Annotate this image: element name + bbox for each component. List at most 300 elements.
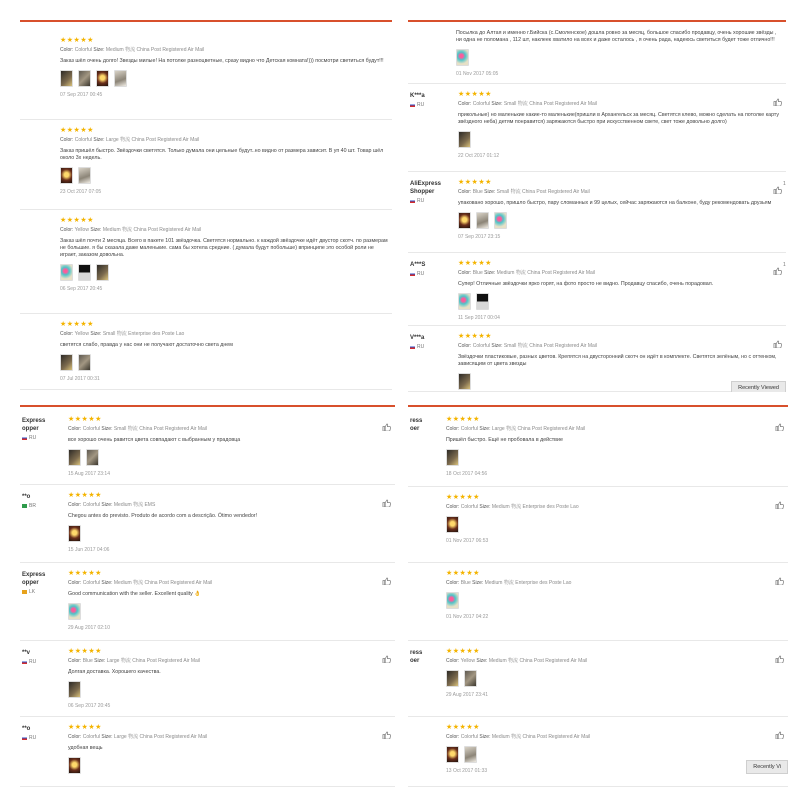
review-photo[interactable]	[446, 746, 459, 763]
country-flag-icon	[22, 590, 27, 594]
star-rating: ★★★★★	[60, 127, 94, 134]
reviewer-name[interactable]: Express opper	[22, 418, 46, 432]
shipping-label: 物流	[128, 734, 139, 740]
review-photo[interactable]	[78, 70, 91, 87]
star-rating: ★★★★★	[60, 37, 94, 44]
color-label: Color:	[60, 227, 74, 233]
review-body	[60, 37, 388, 98]
color-value: Blue	[472, 189, 483, 195]
review-date: 18 Oct 2017 04:56	[446, 471, 488, 477]
reviewer-info	[22, 417, 54, 441]
review-photo[interactable]	[446, 592, 459, 609]
reviewer-country	[22, 589, 54, 595]
reviewer-country	[22, 503, 54, 509]
review-photo[interactable]	[464, 746, 477, 763]
shipping-method: China Post Registered Air Mail	[517, 426, 586, 432]
review-body	[68, 648, 389, 709]
size-value: Large	[491, 426, 505, 432]
review-item	[20, 30, 392, 120]
review-date: 23 Oct 2017 07:05	[60, 189, 102, 195]
helpful-button[interactable]	[775, 650, 784, 658]
review-text: Пришёл быстро. Ещё не пробовала в действие	[446, 437, 563, 443]
helpful-button[interactable]	[382, 650, 391, 658]
helpful-count: 1	[783, 262, 786, 268]
recently-viewed-button[interactable]: Recently Viewed	[731, 381, 786, 392]
star-rating: ★★★★★	[446, 494, 480, 501]
size-label: Size:	[90, 331, 102, 337]
review-text: Долгая доставка. Хорошего качества.	[68, 669, 161, 675]
thumb-up-icon[interactable]	[775, 423, 784, 431]
reviewer-info	[410, 180, 442, 204]
review-photo[interactable]	[78, 264, 91, 281]
review-text: Заказ пришёл быстро. Звёздочки светятся. Только думала они цельные будут..но видно от размера зависит. В уп 40 шт. Товар шёл около 3х недель.	[60, 148, 384, 161]
shipping-label: 物流	[511, 504, 522, 510]
helpful-button[interactable]	[382, 418, 391, 426]
star-rating: ★★★★★	[60, 321, 94, 328]
reviewer-name[interactable]: V***a	[410, 335, 425, 341]
reviewer-info	[410, 649, 442, 665]
reviewer-name[interactable]: ress oer	[410, 650, 423, 664]
shipping-method: Enterprise des Poste Lao	[515, 580, 572, 586]
size-value: Medium	[491, 734, 510, 740]
review-date: 01 Nov 2017 05:05	[456, 71, 499, 77]
reviewer-info	[22, 571, 54, 595]
order-info	[60, 137, 388, 144]
review-panel-top-right	[408, 20, 786, 392]
helpful-button[interactable]	[775, 418, 784, 426]
review-photo[interactable]	[464, 670, 477, 687]
size-label: Size:	[484, 189, 496, 195]
color-value: Colorful	[460, 504, 478, 510]
review-photo[interactable]	[458, 373, 471, 390]
shipping-label: 物流	[517, 343, 528, 349]
reviewer-country	[410, 344, 442, 350]
reviewer-country	[410, 271, 442, 277]
review-photos	[60, 354, 388, 371]
shipping-method: China Post Registered Air Mail	[519, 658, 588, 664]
review-item	[20, 563, 395, 641]
review-photo[interactable]	[458, 293, 471, 310]
country-code: RU	[29, 735, 37, 741]
country-code: BR	[29, 503, 36, 509]
country-code: RU	[29, 435, 37, 441]
shipping-method: China Post Registered Air Mail	[139, 734, 208, 740]
helpful-button[interactable]	[775, 496, 784, 504]
review-body	[60, 127, 388, 195]
thumb-up-icon[interactable]	[775, 731, 784, 739]
color-value: Yellow	[74, 331, 89, 337]
shipping-method: China Post Registered Air Mail	[136, 47, 205, 53]
review-photos	[458, 212, 780, 229]
shipping-label: 物流	[116, 331, 127, 337]
country-flag-icon	[410, 272, 415, 276]
review-text: Chegou antes do previsto. Produto de acordo com a descrição. Ótimo vendedor!	[68, 513, 258, 519]
shipping-label: 物流	[133, 580, 144, 586]
review-photo[interactable]	[446, 516, 459, 533]
review-date: 07 Sep 2017 23:15	[458, 234, 501, 240]
review-photo[interactable]	[476, 293, 489, 310]
shipping-method: China Post Registered Air Mail	[139, 426, 207, 432]
order-info	[68, 502, 389, 509]
size-value: Medium	[113, 580, 132, 586]
review-item	[20, 210, 392, 314]
thumb-up-icon[interactable]	[773, 98, 782, 106]
order-info	[60, 227, 388, 234]
review-item	[20, 485, 395, 563]
country-flag-icon	[22, 504, 27, 508]
review-text: все хорошо очень равится цвета совпадают с выбранным у прадовца	[68, 437, 241, 443]
review-item	[408, 84, 786, 172]
review-item	[408, 326, 786, 392]
review-photo[interactable]	[78, 354, 91, 371]
review-photos	[446, 592, 782, 609]
review-photo[interactable]	[68, 757, 81, 774]
size-value: Large	[113, 734, 127, 740]
shipping-label: 物流	[125, 47, 136, 53]
review-photo[interactable]	[68, 603, 81, 620]
review-date: 15 Aug 2017 23:14	[68, 471, 110, 477]
thumb-up-icon[interactable]	[775, 577, 784, 585]
shipping-method: China Post Registered Air Mail	[529, 101, 597, 107]
shipping-label: 物流	[506, 426, 517, 432]
color-label: Color:	[446, 426, 460, 432]
thumb-up-icon[interactable]	[773, 267, 782, 275]
thumb-up-icon[interactable]	[773, 340, 782, 348]
review-text: удобная вещь	[68, 745, 103, 751]
order-info	[458, 343, 780, 350]
shipping-method: China Post Registered Air Mail	[522, 734, 591, 740]
shipping-method: China Post Registered Air Mail	[529, 343, 597, 349]
color-value: Colorful	[82, 502, 100, 508]
color-label: Color:	[68, 734, 82, 740]
review-body	[446, 494, 782, 544]
color-value: Yellow	[74, 227, 89, 233]
size-label: Size:	[491, 343, 503, 349]
country-flag-icon	[22, 736, 27, 740]
star-rating: ★★★★★	[458, 260, 492, 267]
review-text: Заказ шёл почти 2 месяца. Всего в пакете 101 звёздочка. Светятся нормально. к каждой звёздочке идёт двустор скотч. по размерам не большие. я бы сказала даже маленькие. сама бы хотела средние. ( думала будут побольше) впринципе это особой роли не играет, заказом довольна.	[60, 238, 388, 258]
review-panel-bottom-left	[20, 405, 395, 787]
reviewer-country	[22, 659, 54, 665]
recently-viewed-button[interactable]: Recently Vi	[746, 760, 788, 774]
review-body	[60, 217, 388, 292]
review-item	[408, 717, 788, 787]
thumb-up-icon[interactable]	[773, 186, 782, 194]
thumb-up-icon[interactable]	[382, 655, 391, 663]
review-item	[20, 409, 395, 485]
review-body	[60, 321, 388, 382]
reviewer-name[interactable]: **o	[22, 726, 31, 732]
color-label: Color:	[68, 426, 82, 432]
star-rating: ★★★★★	[68, 570, 102, 577]
reviewer-name[interactable]: K***a	[410, 93, 425, 99]
size-value: Small	[102, 331, 116, 337]
review-text: Супер! Отличные звёздочки ярко горят, на фото просто не видно. Продавцу спасибо, очень порадовал.	[458, 281, 714, 287]
thumb-up-icon[interactable]	[382, 423, 391, 431]
country-code: RU	[417, 344, 425, 350]
shipping-method: Enterprise des Poste Lao	[128, 331, 185, 337]
review-body	[446, 570, 782, 620]
review-date: 11 Sep 2017 00:04	[458, 315, 500, 321]
color-label: Color:	[458, 189, 472, 195]
helpful-button[interactable]	[775, 726, 784, 734]
review-photo[interactable]	[96, 70, 109, 87]
shipping-method: Enterprise des Poste Lao	[522, 504, 579, 510]
order-info	[446, 658, 782, 665]
review-photo[interactable]	[60, 167, 73, 184]
review-photo[interactable]	[96, 264, 109, 281]
helpful-button[interactable]	[773, 93, 782, 101]
review-photo[interactable]	[60, 70, 73, 87]
review-photos	[456, 49, 780, 66]
color-label: Color:	[68, 502, 82, 508]
section-divider	[408, 405, 788, 407]
size-value: Small	[503, 343, 517, 349]
shipping-label: 物流	[120, 137, 131, 143]
review-date: 06 Sep 2017 20:45	[60, 286, 103, 292]
helpful-button[interactable]	[382, 726, 391, 734]
review-panel-bottom-right	[408, 405, 788, 787]
thumb-up-icon[interactable]	[775, 501, 784, 509]
review-item	[408, 563, 788, 641]
review-date: 06 Sep 2017 20:45	[68, 703, 111, 709]
shipping-label: 物流	[517, 101, 528, 107]
star-rating: ★★★★★	[68, 492, 102, 499]
shipping-label: 物流	[508, 658, 519, 664]
country-code: RU	[417, 198, 425, 204]
order-info	[446, 504, 782, 511]
review-date: 15 Jun 2017 04:06	[68, 547, 110, 553]
review-date: 01 Nov 2017 04:22	[446, 614, 489, 620]
size-label: Size:	[93, 47, 105, 53]
helpful-button[interactable]	[382, 494, 391, 502]
star-rating: ★★★★★	[458, 91, 492, 98]
star-rating: ★★★★★	[458, 179, 492, 186]
helpful-button[interactable]	[773, 335, 782, 343]
size-label: Size:	[101, 426, 113, 432]
country-code: LK	[29, 589, 36, 595]
review-item	[20, 641, 395, 717]
star-rating: ★★★★★	[446, 416, 480, 423]
reviewer-info	[22, 493, 54, 509]
size-value: Small	[113, 426, 127, 432]
size-value: Medium	[113, 502, 132, 508]
star-rating: ★★★★★	[68, 724, 102, 731]
order-info	[446, 426, 782, 433]
shipping-method: China Post Registered Air Mail	[132, 658, 201, 664]
color-value: Yellow	[460, 658, 475, 664]
order-info	[458, 270, 780, 277]
order-info	[60, 47, 388, 54]
review-item	[408, 253, 786, 326]
color-value: Colorful	[74, 47, 92, 53]
reviewer-name[interactable]: **v	[22, 650, 31, 656]
size-label: Size:	[484, 270, 496, 276]
review-photo[interactable]	[456, 49, 469, 66]
star-rating: ★★★★★	[446, 648, 480, 655]
review-item	[408, 22, 786, 84]
review-photo[interactable]	[60, 354, 73, 371]
review-photos	[458, 131, 780, 148]
color-label: Color:	[446, 504, 460, 510]
review-photo[interactable]	[68, 449, 81, 466]
size-label: Size:	[101, 734, 113, 740]
size-label: Size:	[479, 504, 491, 510]
reviewer-name[interactable]: **o	[22, 494, 31, 500]
shipping-label: 物流	[127, 426, 138, 432]
review-date: 29 Aug 2017 23:41	[446, 692, 488, 698]
review-text: Посылка до Алтая и именно г.Бийска (с.Смоленское) дошла ровно за месяц, большое спасибо продавцу, очень хорошие звёзды , ни одна не поломана , 112 шт, наклеек хватило на всех и даже осталось , я очень рада, надеюсь светиться будет тоже отлично!!!	[456, 30, 777, 43]
shipping-label: 物流	[133, 502, 144, 508]
size-label: Size:	[93, 137, 105, 143]
review-body	[446, 724, 782, 774]
review-date: 07 Sep 2017 00:45	[60, 92, 103, 98]
reviewer-country	[22, 735, 54, 741]
thumb-up-icon[interactable]	[382, 731, 391, 739]
star-rating: ★★★★★	[458, 333, 492, 340]
color-label: Color:	[446, 658, 460, 664]
color-value: Colorful	[472, 101, 490, 107]
review-photos	[446, 746, 782, 763]
review-photo[interactable]	[68, 525, 81, 542]
shipping-label: 物流	[515, 270, 526, 276]
review-photos	[60, 167, 388, 184]
color-value: Blue	[472, 270, 483, 276]
helpful-count: 1	[783, 181, 786, 187]
color-value: Colorful	[460, 426, 478, 432]
review-text: Звёздочки пластиковые, разных цветов. Крепятся на двусторонний скотч он идёт в комплекте. Светятся зелёным, но с оттенком, зависящим от цвета звезды	[458, 354, 777, 367]
country-flag-icon	[410, 103, 415, 107]
review-date: 01 Nov 2017 06:53	[446, 538, 489, 544]
shipping-label: 物流	[510, 189, 521, 195]
shipping-label: 物流	[503, 580, 514, 586]
review-photo[interactable]	[494, 212, 507, 229]
size-value: Small	[503, 101, 517, 107]
reviewer-name[interactable]: A***S	[410, 262, 426, 268]
review-photo[interactable]	[476, 212, 489, 229]
color-label: Color:	[60, 47, 74, 53]
order-info	[458, 101, 780, 108]
review-text: Good communication with the seller. Excellent quality 👌	[68, 591, 201, 597]
size-value: Medium	[488, 658, 507, 664]
color-value: Colorful	[74, 137, 92, 143]
review-date: 29 Aug 2017 02:10	[68, 625, 110, 631]
review-photos	[60, 264, 388, 281]
color-label: Color:	[446, 734, 460, 740]
review-date: 07 Jul 2017 00:31	[60, 376, 100, 382]
color-value: Colorful	[472, 343, 490, 349]
size-value: Medium	[491, 504, 510, 510]
reviewer-name[interactable]: AliExpress Shopper	[410, 181, 442, 195]
review-photos	[446, 516, 782, 533]
review-photo[interactable]	[458, 131, 471, 148]
reviewer-name[interactable]: ress oer	[410, 418, 423, 432]
order-info	[68, 426, 389, 433]
review-body	[456, 26, 780, 77]
thumb-up-icon[interactable]	[775, 655, 784, 663]
star-rating: ★★★★★	[60, 217, 94, 224]
review-photo[interactable]	[78, 167, 91, 184]
helpful-button[interactable]	[775, 572, 784, 580]
size-value: Large	[106, 658, 120, 664]
star-rating: ★★★★★	[446, 570, 480, 577]
reviewer-info	[410, 92, 442, 108]
shipping-method: China Post Registered Air Mail	[131, 137, 200, 143]
review-photos	[68, 449, 389, 466]
review-item	[20, 314, 392, 390]
reviewer-country	[22, 435, 54, 441]
review-item	[20, 120, 392, 210]
review-body	[446, 416, 782, 477]
order-info	[458, 189, 780, 196]
thumb-up-icon[interactable]	[382, 577, 391, 585]
review-item	[408, 487, 788, 563]
review-photo[interactable]	[86, 449, 99, 466]
helpful-button[interactable]	[773, 181, 786, 189]
shipping-method: China Post Registered Air Mail	[144, 580, 213, 586]
review-item	[20, 717, 395, 787]
review-photo[interactable]	[114, 70, 127, 87]
reviewer-name[interactable]: Express opper	[22, 572, 46, 586]
review-photo[interactable]	[446, 670, 459, 687]
review-photos	[68, 603, 389, 620]
country-code: RU	[29, 659, 37, 665]
size-value: Medium	[105, 47, 124, 53]
review-body	[68, 492, 389, 553]
order-info	[446, 580, 782, 587]
size-label: Size:	[94, 658, 106, 664]
review-photos	[68, 525, 389, 542]
color-value: Blue	[82, 658, 93, 664]
review-photo[interactable]	[446, 449, 459, 466]
review-panel-top-left	[20, 20, 392, 392]
review-photo[interactable]	[458, 212, 471, 229]
section-divider	[20, 20, 392, 22]
helpful-button[interactable]	[773, 262, 786, 270]
thumb-up-icon[interactable]	[382, 499, 391, 507]
order-info	[446, 734, 782, 741]
review-photos	[458, 293, 780, 310]
review-photos	[60, 70, 388, 87]
review-photo[interactable]	[68, 681, 81, 698]
color-label: Color:	[68, 580, 82, 586]
review-body	[446, 648, 782, 698]
size-label: Size:	[101, 580, 113, 586]
color-label: Color:	[458, 101, 472, 107]
size-label: Size:	[479, 426, 491, 432]
size-value: Small	[496, 189, 510, 195]
size-label: Size:	[101, 502, 113, 508]
country-flag-icon	[410, 345, 415, 349]
size-label: Size:	[491, 101, 503, 107]
review-photos	[446, 670, 782, 687]
size-label: Size:	[472, 580, 484, 586]
size-value: Medium	[484, 580, 503, 586]
shipping-label: 物流	[122, 227, 133, 233]
country-flag-icon	[22, 436, 27, 440]
review-text: прикольные) но маленькие какие-то маленькие(пришли в Архангельск за месяц. Светятся клево, можно сделать на потолке карту звёздного неба) детям понравится) заряжаются быстро при искусственном свете, свет тоже довольно долго)	[458, 112, 780, 125]
color-value: Colorful	[82, 580, 100, 586]
shipping-method: China Post Registered Air Mail	[521, 189, 590, 195]
star-rating: ★★★★★	[68, 416, 102, 423]
color-value: Colorful	[82, 426, 100, 432]
helpful-button[interactable]	[382, 572, 391, 580]
color-label: Color:	[60, 331, 74, 337]
review-photo[interactable]	[60, 264, 73, 281]
reviewer-info	[410, 417, 442, 433]
review-item	[408, 641, 788, 717]
color-value: Blue	[460, 580, 471, 586]
